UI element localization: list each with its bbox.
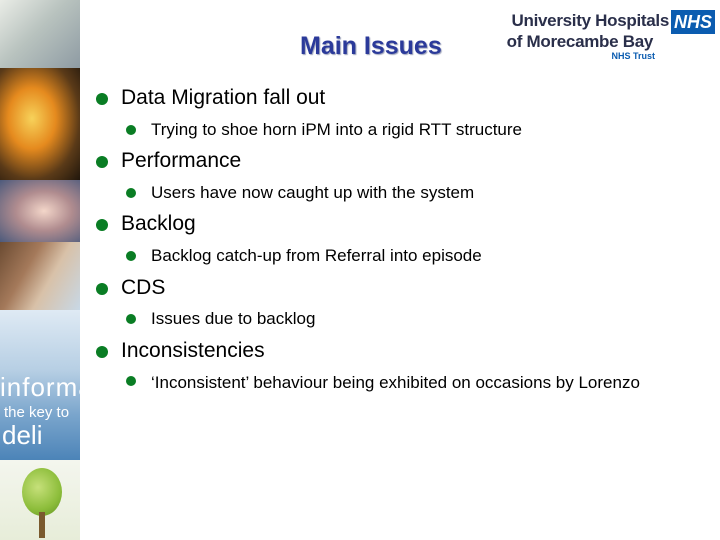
bullet-text: CDS xyxy=(121,276,166,299)
logo-line-2: of Morecambe Bay xyxy=(506,32,653,51)
sub-bullet-text: Trying to shoe horn iPM into a rigid RTT structure xyxy=(151,120,523,139)
xray-photo xyxy=(0,68,80,180)
sub-bullet-item xyxy=(126,371,681,395)
tree-icon xyxy=(22,468,62,516)
bullet-dot-icon xyxy=(126,251,136,261)
nhs-badge: NHS xyxy=(671,10,715,34)
logo-line-1: University Hospitals xyxy=(511,11,669,30)
bullet-item xyxy=(96,276,165,300)
child-photo xyxy=(0,180,80,242)
strip-text-3: deli xyxy=(2,420,43,450)
sub-bullet-item xyxy=(126,120,681,140)
bullet-dot-icon xyxy=(126,125,136,135)
bullet-dot-icon xyxy=(126,376,136,386)
sub-bullet-text: ‘Inconsistent’ behaviour being exhibited on occasions by Lorenzo xyxy=(151,373,640,392)
bullet-text: Data Migration fall out xyxy=(121,86,326,109)
strip-text-1: informa xyxy=(0,372,94,402)
logo-trust: NHS Trust xyxy=(611,51,655,61)
sub-bullet-text: Backlog catch-up from Referral into episode xyxy=(151,246,482,265)
bullet-text: Backlog xyxy=(121,212,196,235)
bullet-text: Performance xyxy=(121,149,242,172)
slide-title: Main Issues xyxy=(300,32,442,60)
babies-photo xyxy=(0,0,80,68)
photo-strip xyxy=(0,0,94,540)
sub-bullet-text: Users have now caught up with the system xyxy=(151,183,475,202)
hospital-logo xyxy=(506,8,715,64)
bullet-dot-icon xyxy=(96,346,108,358)
bullet-item xyxy=(96,212,196,236)
bullet-dot-icon xyxy=(96,219,108,231)
bullet-item xyxy=(96,86,325,110)
bullet-dot-icon xyxy=(126,314,136,324)
tree-trunk xyxy=(39,512,45,538)
bullet-dot-icon xyxy=(96,156,108,168)
sub-bullet-text: Issues due to backlog xyxy=(151,309,316,328)
bullet-item xyxy=(96,149,241,173)
bullet-dot-icon xyxy=(126,188,136,198)
bullet-dot-icon xyxy=(96,93,108,105)
bullet-item xyxy=(96,339,265,363)
bullet-text: Inconsistencies xyxy=(121,339,265,362)
sub-bullet-item xyxy=(126,309,681,329)
sub-bullet-item xyxy=(126,183,681,203)
strip-text-2: the key to xyxy=(4,404,70,421)
people-photo xyxy=(0,242,80,310)
sub-bullet-item xyxy=(126,246,681,266)
bullet-dot-icon xyxy=(96,283,108,295)
